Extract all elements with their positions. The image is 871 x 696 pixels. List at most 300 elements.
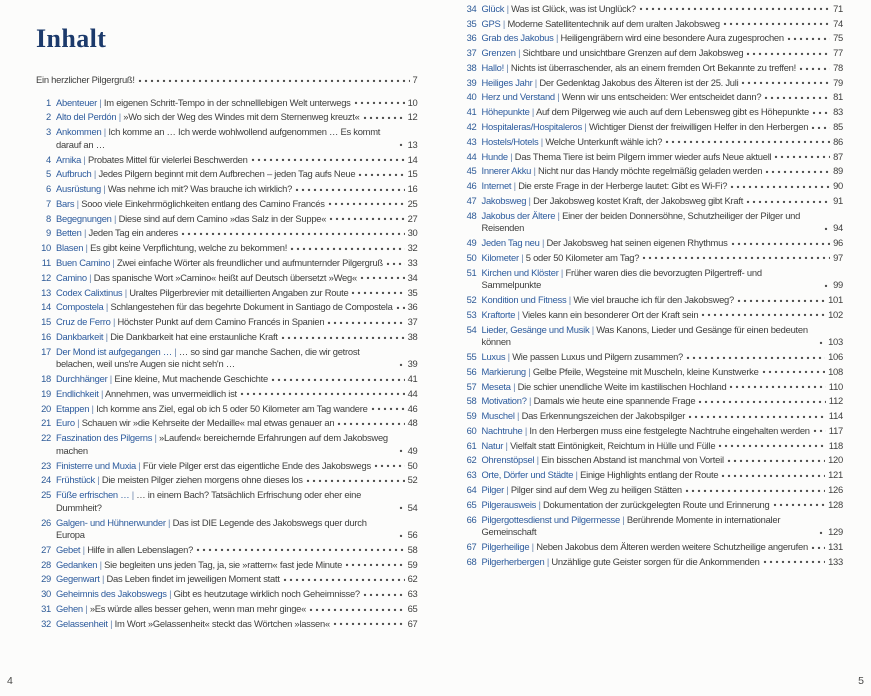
toc-entry: [462, 425, 844, 438]
entry-page-number: 120: [828, 454, 843, 466]
entry-number: 68: [466, 555, 477, 567]
entry-number: 52: [466, 294, 477, 306]
entry-text: [482, 165, 763, 178]
dot-leader: [290, 244, 405, 253]
toc-entry: [36, 242, 418, 255]
entry-page-number: 79: [833, 76, 843, 88]
entry-keyword: Finisterre und Muxia: [56, 459, 136, 471]
entry-text: [482, 180, 728, 193]
entry-separator: |: [539, 237, 547, 249]
entry-separator: |: [510, 380, 518, 392]
entry-separator: |: [81, 227, 89, 239]
entry-keyword: Abenteuer: [56, 96, 98, 108]
entry-description: Welche Unterkunft wähle ich?: [545, 135, 663, 147]
entry-text: [482, 77, 739, 90]
entry-separator: |: [504, 2, 512, 14]
entry-description: In den Herbergen muss eine festgelegte Nachtruhe eingehalten werden: [529, 424, 810, 436]
entry-separator: |: [89, 402, 97, 414]
entry-number: 62: [466, 454, 477, 466]
toc-entry: [36, 403, 418, 416]
toc-entry: [462, 136, 844, 149]
entry-text: [56, 111, 360, 124]
entry-separator: |: [99, 573, 107, 585]
dot-leader: [399, 360, 405, 369]
entry-number: 31: [41, 603, 51, 614]
dot-leader: [281, 333, 405, 342]
entry-separator: |: [94, 474, 102, 486]
entry-text: [56, 559, 342, 572]
entry-text: [56, 242, 287, 255]
entry-text: [482, 18, 720, 31]
entry-page-number: 90: [833, 180, 843, 192]
entry-description: Das ist DIE Legende des Jakobswegs quer durch Europa: [56, 516, 367, 541]
entry-number: 37: [466, 47, 477, 59]
entry-description: Wichtiger Dienst der freiwilligen Helfer in den Herbergen: [588, 121, 809, 133]
entry-description: Es gibt keine Verpflichtung, welche zu bekommen!: [90, 242, 288, 254]
entry-keyword: Begegnungen: [56, 212, 112, 224]
dot-leader: [196, 545, 405, 554]
entry-description: Uraltes Pilgerbrevier mit detaillierten Angaben zur Route: [129, 286, 349, 298]
entry-description: Zwei einfache Wörter als freundlicher und aufmunternder Pilgergruß: [116, 257, 383, 268]
toc-entry: [462, 514, 844, 539]
entry-separator: |: [165, 516, 173, 528]
entry-separator: |: [518, 251, 526, 263]
toc-entry: [462, 18, 844, 31]
entry-page-number: 25: [407, 197, 418, 209]
entry-text: [56, 183, 292, 196]
entry-number: 29: [41, 573, 51, 585]
entry-page-number: 94: [833, 222, 843, 234]
entry-description: Pilger sind auf dem Weg zu heiligen Stätten: [510, 484, 682, 495]
dot-leader: [327, 318, 404, 327]
toc-entry: [36, 603, 418, 616]
entry-keyword: Codex Calixtinus: [56, 286, 123, 298]
entry-keyword: Alto del Perdón: [56, 111, 117, 123]
entry-number: 1: [46, 96, 51, 108]
entry-page-number: 7: [412, 74, 418, 85]
entry-number: 60: [466, 424, 477, 436]
entry-page-number: 89: [833, 165, 843, 177]
entry-separator: |: [511, 180, 519, 192]
entry-keyword: Pilger: [481, 484, 504, 495]
toc-entry: [462, 324, 844, 349]
entry-keyword: Jakobsweg: [481, 194, 527, 206]
entry-description: Gelbe Pfeile, Wegsteine mit Muscheln, kleine Kunstwerke: [532, 365, 759, 377]
entry-number: 8: [46, 212, 51, 224]
entry-number: 49: [466, 237, 477, 249]
entry-page-number: 112: [828, 395, 843, 407]
dot-leader: [271, 375, 405, 384]
entry-page-number: 16: [407, 183, 418, 195]
toc-entry: [462, 454, 844, 467]
entry-text: [482, 294, 734, 307]
entry-text: [56, 97, 351, 110]
entry-keyword: Pilgerheilige: [481, 540, 530, 552]
entry-page-number: 13: [407, 138, 418, 150]
entry-text: [56, 227, 178, 240]
entry-page-number: 62: [407, 573, 418, 585]
toc-entry: [462, 237, 844, 250]
entry-keyword: Gelassenheit: [56, 617, 108, 629]
dot-leader: [685, 486, 825, 495]
entry-text: [482, 366, 759, 379]
entry-description: Höchster Punkt auf dem Camino Francés in Spanien: [117, 316, 325, 328]
entry-keyword: Frühstück: [56, 474, 95, 486]
entry-description: Schauen wir »die Kehrseite der Medaille« mal etwas genauer an: [81, 417, 335, 429]
entry-page-number: 126: [828, 484, 843, 495]
entry-text: [56, 213, 326, 226]
entry-page-number: 83: [833, 106, 843, 118]
entry-description: Annehmen, was unvermeidlich ist: [104, 387, 237, 399]
entry-description: Hilfe in allen Lebenslagen?: [87, 543, 194, 555]
entry-number: 35: [466, 17, 477, 29]
dot-leader: [819, 338, 825, 347]
entry-separator: |: [503, 439, 511, 451]
toc-entry: [462, 381, 844, 394]
entry-keyword: Euro: [56, 417, 75, 429]
entry-description: Dokumentation der zurückgelegten Route und Erinnerung: [543, 498, 770, 510]
page-number-left: 4: [7, 675, 13, 687]
entry-description: Ich komme an … Ich werde wohlwollend aufgenommen … Es kommt darauf an …: [56, 126, 381, 150]
entry-text: [482, 106, 809, 119]
dot-leader: [642, 253, 830, 262]
entry-number: 16: [41, 330, 51, 342]
toc-entry: [462, 440, 844, 453]
entry-separator: |: [534, 454, 542, 466]
entry-number: 6: [46, 183, 51, 195]
dot-leader: [799, 64, 830, 73]
dot-leader: [358, 170, 404, 179]
toc-entry: [462, 252, 844, 265]
entry-text: [482, 62, 796, 75]
entry-keyword: Internet: [481, 180, 512, 192]
entry-text: [482, 514, 817, 539]
entry-page-number: 71: [833, 2, 843, 14]
toc-entry: [462, 77, 844, 90]
toc-entry: [462, 410, 844, 423]
dot-leader: [819, 528, 825, 537]
entry-separator: |: [74, 417, 82, 429]
toc-entry: [462, 165, 844, 178]
entry-number: 15: [41, 316, 51, 328]
entry-description: Was Kanons, Lieder und Gesänge für einen bedeuten können: [481, 323, 808, 348]
entry-text: [56, 301, 393, 314]
entry-text: [56, 474, 303, 487]
entry-text: [482, 309, 699, 322]
entry-text: [482, 252, 640, 265]
entry-separator: |: [589, 323, 597, 335]
dot-leader: [374, 461, 405, 470]
entry-separator: |: [110, 257, 117, 268]
entry-page-number: 128: [828, 498, 843, 510]
entry-separator: |: [97, 558, 105, 570]
dot-leader: [354, 98, 405, 107]
entry-description: Ein herzlicher Pilgergruß!: [36, 74, 135, 85]
entry-keyword: Pilgergottesdienst und Pilgermesse: [481, 513, 620, 525]
entry-number: 2: [46, 111, 51, 123]
entry-separator: |: [110, 316, 118, 328]
entry-separator: |: [135, 459, 143, 471]
entry-separator: |: [111, 212, 119, 224]
entry-keyword: Etappen: [56, 402, 90, 414]
entry-description: Die erste Frage in der Herberge lautet: Gibt es Wi-Fi?: [518, 180, 728, 192]
toc-entry: [462, 541, 844, 554]
entry-text: [482, 32, 784, 45]
dot-leader: [309, 605, 404, 614]
entry-keyword: GPS: [481, 17, 501, 29]
entry-description: Nicht nur das Handy möchte regelmäßig geladen werden: [538, 165, 763, 177]
dot-leader: [306, 476, 405, 485]
entry-number: 19: [41, 387, 51, 399]
entry-separator: |: [503, 61, 511, 73]
entry-page-number: 96: [833, 237, 843, 249]
entry-keyword: Kilometer: [481, 251, 519, 263]
entry-text: [56, 489, 396, 514]
entry-number: 10: [41, 242, 51, 254]
entry-page-number: 101: [828, 294, 843, 306]
entry-keyword: Orte, Dörfer und Städte: [481, 469, 574, 481]
dot-leader: [729, 382, 825, 391]
entry-description: »Laufend« bereichernde Erfahrungen auf dem Jakobsweg machen: [56, 432, 388, 456]
entry-text: [56, 346, 396, 371]
entry-number: 21: [41, 417, 51, 429]
dot-leader: [329, 214, 404, 223]
toc-entry: [462, 47, 844, 60]
entry-number: 3: [46, 126, 51, 138]
entry-description: Jeden Tag ein anderes: [88, 227, 178, 239]
entry-separator: |: [536, 498, 543, 510]
entry-keyword: Bars: [56, 197, 75, 209]
toc-entries-right: [462, 0, 844, 568]
entry-description: Auf dem Pilgerweg wie auch auf dem Lebensweg gibt es Höhepunkte: [535, 106, 809, 118]
entry-separator: |: [582, 121, 589, 133]
entry-text: [482, 440, 716, 453]
entry-page-number: 35: [407, 286, 418, 298]
entry-description: Neben Jakobus dem Älteren werden weitere Schutzheilige angerufen: [536, 540, 808, 552]
entry-text: [56, 588, 360, 601]
entry-keyword: Natur: [481, 439, 504, 451]
entry-description: … in einem Bach? Tatsächlich Erfrischung oder eher eine Dummheit?: [56, 489, 362, 513]
dot-leader: [399, 446, 405, 455]
entry-number: 65: [466, 498, 477, 510]
entry-separator: |: [573, 469, 581, 481]
entry-text: [482, 3, 636, 16]
entry-separator: |: [526, 194, 534, 206]
entry-separator: |: [529, 106, 536, 118]
entry-page-number: 52: [407, 474, 418, 486]
entry-number: 63: [466, 469, 477, 481]
dot-leader: [345, 560, 405, 569]
entry-text: [56, 373, 268, 386]
entry-description: »Es würde alles besser gehen, wenn man mehr ginge«: [89, 603, 307, 614]
entry-description: Das Leben findet im jeweiligen Moment statt: [106, 573, 280, 585]
entry-number: [462, 0, 477, 1]
dot-leader: [240, 389, 405, 398]
entry-description: Im eigenen Schritt-Tempo in der schnelllebigen Welt unterwegs: [103, 96, 351, 108]
toc-entry: [462, 556, 844, 569]
entry-separator: |: [98, 387, 105, 399]
entry-text: [56, 517, 396, 542]
entry-number: 28: [41, 558, 51, 570]
toc-entry: [36, 517, 418, 542]
entry-text: [56, 331, 278, 344]
entry-keyword: Heiliges Jahr: [481, 76, 533, 88]
entry-keyword: Arnika: [56, 153, 82, 165]
entry-text: [56, 618, 330, 631]
entry-number: 13: [41, 286, 51, 298]
entry-text: [482, 425, 810, 438]
entry-keyword: Lieder, Gesänge und Musik: [481, 323, 590, 335]
entry-separator: |: [107, 373, 115, 385]
entry-separator: |: [82, 603, 90, 614]
entry-description: Heiligengräbern wird eine besondere Aura zugesprochen: [560, 32, 784, 44]
entry-description: Einige Highlights entlang der Route: [580, 469, 719, 481]
toc-entry: [36, 588, 418, 601]
toc-entry: [462, 395, 844, 408]
toc-entry: [462, 106, 844, 119]
dot-leader: [698, 397, 825, 406]
entry-description: Der Jakobsweg kostet Kraft, der Jakobsweg gibt Kraft: [533, 194, 744, 206]
entry-number: 40: [466, 91, 477, 103]
dot-leader: [812, 108, 830, 117]
entry-page-number: 63: [407, 588, 418, 600]
entry-separator: |: [86, 271, 94, 283]
toc-entry: [36, 198, 418, 211]
entry-keyword: Glück: [481, 2, 505, 14]
entry-page-number: 65: [407, 603, 418, 614]
entry-page-number: 81: [833, 91, 843, 103]
entry-number: 47: [466, 194, 477, 206]
toc-entry: [36, 168, 418, 181]
entry-separator: |: [500, 17, 508, 29]
dot-leader: [813, 426, 826, 435]
entry-keyword: Hallo!: [481, 61, 504, 73]
entry-keyword: Ohrenstöpsel: [481, 454, 535, 466]
entry-text: [482, 136, 663, 149]
entry-number: 4: [46, 153, 51, 165]
entry-page-number: 78: [833, 61, 843, 73]
entry-description: Wenn wir uns entscheiden: Wer entscheidet dann?: [561, 91, 762, 103]
entry-page-number: 77: [833, 47, 843, 59]
entry-description: Früher waren dies die bevorzugten Pilgertreff- und Sammelpunkte: [481, 266, 762, 291]
entry-keyword: Jeden Tag neu: [481, 237, 540, 249]
entry-text: [56, 603, 306, 616]
entry-page-number: 34: [407, 271, 418, 283]
entry-page-number: 59: [407, 558, 418, 570]
entry-separator: |: [566, 294, 574, 306]
entry-page-number: 27: [407, 212, 418, 224]
entry-description: Gibt es heutzutage wirklich noch Geheimnisse?: [173, 588, 360, 600]
entry-text: [482, 121, 809, 134]
entry-separator: |: [81, 153, 88, 165]
entry-number: 36: [466, 32, 477, 44]
dot-leader: [399, 503, 405, 512]
entry-page-number: 33: [407, 257, 418, 268]
entry-number: 64: [466, 484, 477, 495]
entry-page-number: 39: [407, 358, 418, 370]
entry-keyword: Gedanken: [56, 558, 98, 570]
entry-separator: |: [503, 484, 511, 495]
entry-separator: |: [538, 135, 546, 147]
toc-entry: [36, 213, 418, 226]
entry-text: [482, 454, 724, 467]
entry-keyword: Gehen: [56, 603, 83, 614]
entry-number: 22: [41, 432, 51, 444]
page-number-right: 5: [858, 675, 864, 687]
entry-keyword: Aufbruch: [56, 168, 92, 180]
entry-separator: |: [116, 111, 124, 123]
entry-description: Sichtbare und unsichtbare Grenzen auf dem Jakobsweg: [522, 47, 744, 59]
entry-page-number: 133: [828, 555, 843, 567]
toc-entry: [462, 91, 844, 104]
entry-keyword: Meseta: [481, 380, 511, 392]
toc-entry: [462, 32, 844, 45]
entry-number: 17: [41, 345, 51, 357]
entry-separator: |: [97, 96, 104, 108]
entry-keyword: Hostels/Hotels: [481, 135, 539, 147]
entry-keyword: Galgen- und Hühnerwunder: [56, 516, 166, 528]
entry-page-number: 41: [407, 373, 418, 385]
toc-entry: [462, 267, 844, 292]
entry-number: 14: [41, 301, 51, 313]
entry-text: [482, 0, 760, 1]
entry-text: [56, 168, 355, 181]
toc-entry: [36, 573, 418, 586]
dot-leader: [787, 34, 830, 43]
entry-separator: |: [529, 540, 537, 552]
entry-text: [482, 324, 817, 349]
dot-leader: [811, 123, 830, 132]
entry-description: Sooo viele Einkehrmöglichkeiten entlang des Camino Francés: [81, 197, 325, 209]
entry-text: [482, 541, 808, 554]
toc-entry: [36, 432, 418, 457]
entry-number: 34: [466, 2, 477, 14]
entry-text: [482, 484, 682, 497]
entry-keyword: Jakobus der Ältere: [481, 209, 556, 221]
entry-keyword: Innerer Akku: [481, 165, 532, 177]
entry-keyword: Luxus: [481, 350, 506, 362]
entry-number: 53: [466, 308, 477, 320]
toc-entry: [36, 559, 418, 572]
toc-entry: [36, 346, 418, 371]
entry-keyword: Camino: [56, 271, 87, 283]
dot-leader: [727, 456, 825, 465]
entry-page-number: 30: [407, 227, 418, 239]
entry-text: [482, 237, 728, 250]
dot-leader: [746, 49, 830, 58]
entry-page-number: 86: [833, 135, 843, 147]
entry-description: Was nehme ich mit? Was brauche ich wirklich?: [107, 183, 293, 195]
toc-entry: [36, 331, 418, 344]
entry-keyword: Gegenwart: [56, 573, 100, 585]
toc-entry: [36, 111, 418, 124]
entry-separator: |: [91, 168, 99, 180]
entry-text: [56, 388, 237, 401]
toc-entry: [36, 460, 418, 473]
entry-number: 59: [466, 410, 477, 422]
dot-leader: [746, 197, 830, 206]
toc-entry: [36, 301, 418, 314]
toc-entry: [462, 210, 844, 235]
entry-description: … so sind gar manche Sachen, die wir getrost belachen, weil uns're Augen sie nicht seh'n …: [56, 345, 360, 370]
toc-entry: [36, 126, 418, 151]
entry-number: 67: [466, 540, 477, 552]
entry-number: 66: [466, 513, 477, 525]
toc-entry: [462, 180, 844, 193]
entry-page-number: 32: [407, 242, 418, 254]
entry-number: 18: [41, 373, 51, 385]
entry-page-number: 85: [833, 121, 843, 133]
